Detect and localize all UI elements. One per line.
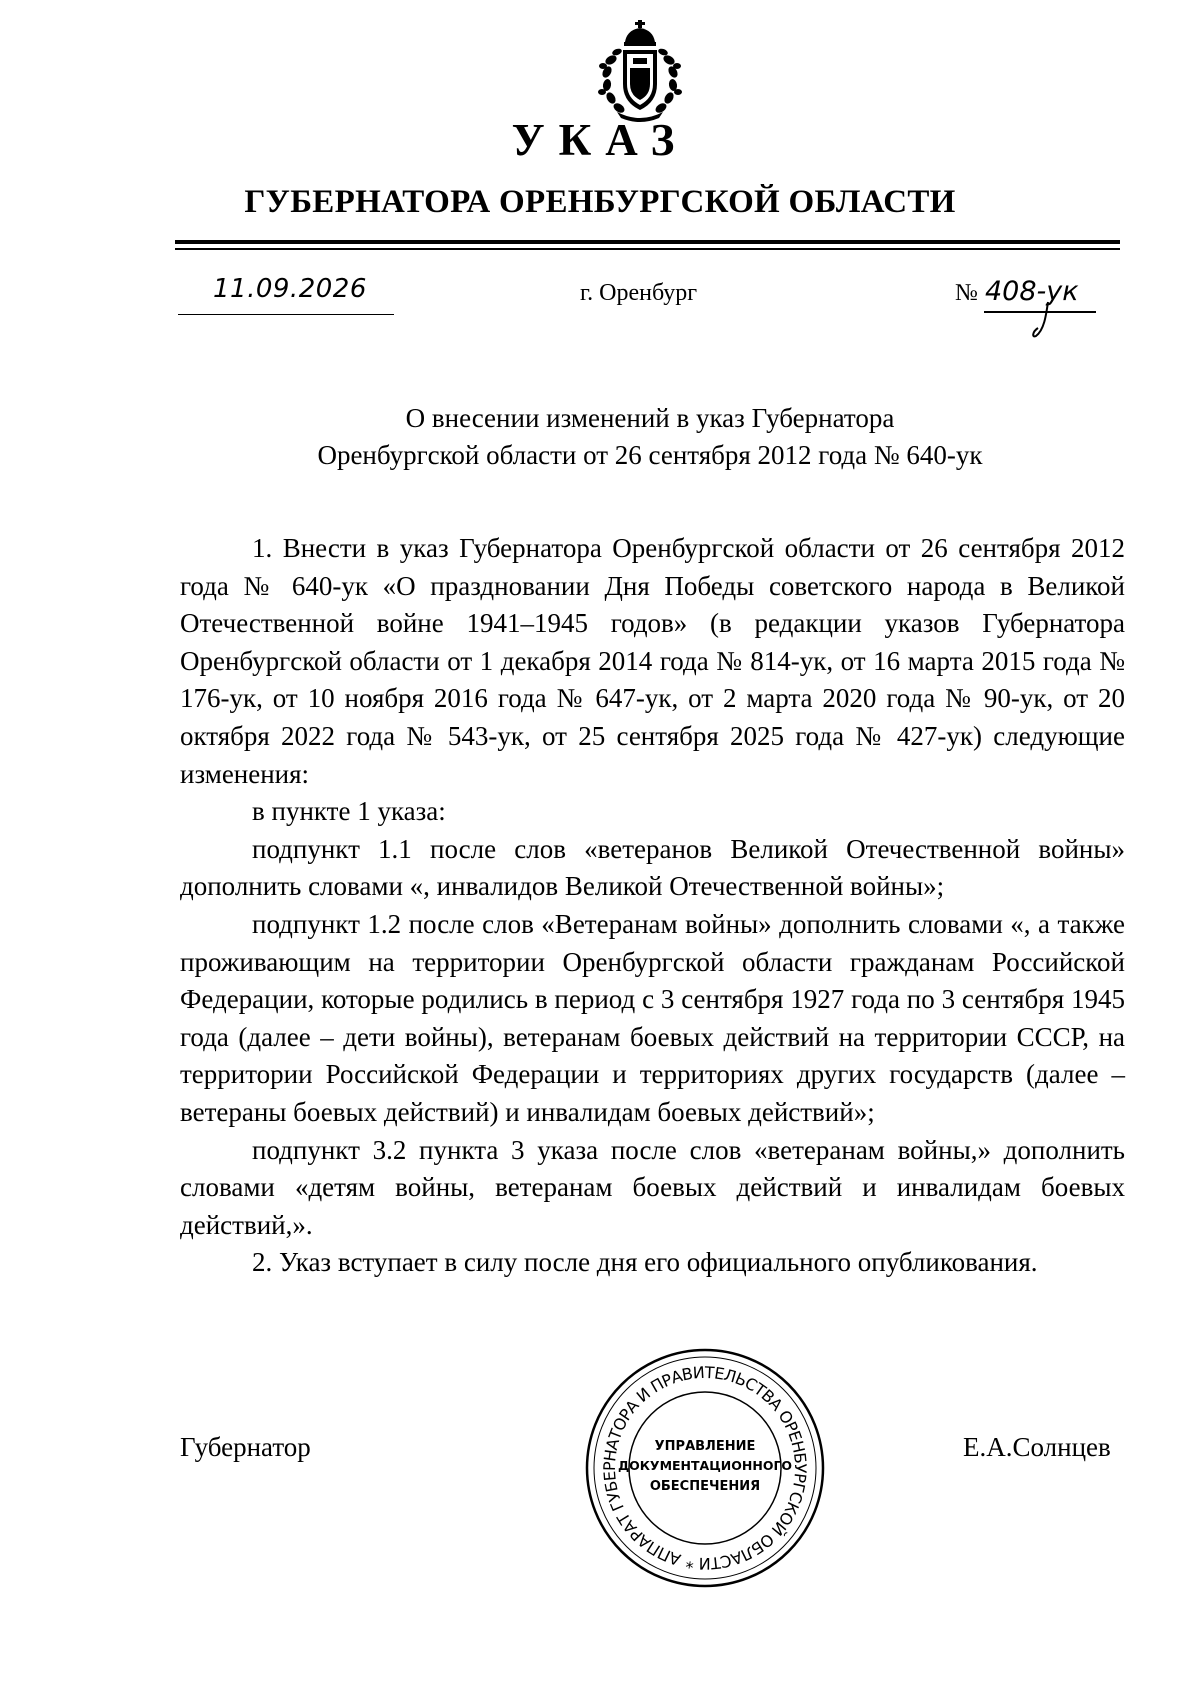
body-paragraph: подпункт 3.2 пункта 3 указа после слов «ветеранам войны,» дополнить словами «детям войны, ветеранам боевых действий и инвалидам боевых действий,». (180, 1134, 1125, 1240)
document-date: 11.09.2026 (213, 274, 367, 304)
heading-line: О внесении изменений в указ Губернатора (405, 403, 895, 433)
stamp-center-line: УПРАВЛЕНИЕ (654, 1439, 756, 1454)
document-city: г. Оренбург (580, 280, 698, 306)
header-rule-thin (175, 248, 1120, 250)
official-stamp (583, 1346, 827, 1590)
coat-of-arms-icon (597, 20, 683, 122)
heading-line: Оренбургской области от 26 сентября 2012 года № 640-ук (317, 440, 983, 470)
document-number: 408-ук (985, 276, 1079, 307)
stamp-ring-text: АППАРАТ ГУБЕРНАТОРА И ПРАВИТЕЛЬСТВА ОРЕНБУРГСКОЙ ОБЛАСТИ * (599, 1362, 811, 1574)
body-paragraph: 1. Внести в указ Губернатора Оренбургской области от 26 сентября 2012 года № 640-ук «О праздновании Дня Победы советского народа в Великой Отечественной войне 1941–1945 годов» (в редакции указов Губернатора Оренбургской области от 1 декабря 2014 года № 814-ук, от 16 марта 2015 года № 176-ук, от 10 ноября 2016 года № 647-ук, от 2 марта 2020 года № 90-ук, от 20 октября 2022 года № 543-ук, от 25 сентября 2025 года № 427-ук) следующие изменения: (180, 533, 1125, 789)
header-rule-thick (175, 240, 1120, 244)
body-paragraph: подпункт 1.1 после слов «ветеранов Великой Отечественной войны» дополнить словами «, инвалидов Великой Отечественной войны»; (180, 833, 1125, 902)
body-paragraph: подпункт 1.2 после слов «Ветеранам войны» дополнить словами «, а также проживающим на территории Оренбургской области гражданам Российской Федерации, которые родились в период с 3 сентября 1927 года по 3 сентября 1945 года (далее – дети войны), ветеранам боевых действий на территории СССР, на территории Российской Федерации и территориях других государств (далее – ветераны боевых действий) и инвалидам боевых действий»; (180, 908, 1125, 1127)
handwriting-flourish (1030, 300, 1054, 340)
body-paragraph: 2. Указ вступает в силу после дня его официального опубликования. (252, 1247, 1038, 1278)
document-type-title: УКАЗ (511, 115, 689, 165)
document-heading (200, 400, 1100, 474)
signatory-name: Е.А.Солнцев (963, 1432, 1111, 1462)
stamp-center-line: ДОКУМЕНТАЦИОННОГО (617, 1458, 793, 1473)
stamp-center-line: ОБЕСПЕЧЕНИЯ (649, 1479, 761, 1494)
body-paragraph: в пункте 1 указа: (252, 796, 446, 827)
signatory-position: Губернатор (180, 1432, 311, 1462)
issuer-title: ГУБЕРНАТОРА ОРЕНБУРГСКОЙ ОБЛАСТИ (244, 184, 956, 220)
date-field (178, 274, 394, 315)
number-sign: № (955, 280, 978, 306)
document-body (180, 530, 1125, 1282)
